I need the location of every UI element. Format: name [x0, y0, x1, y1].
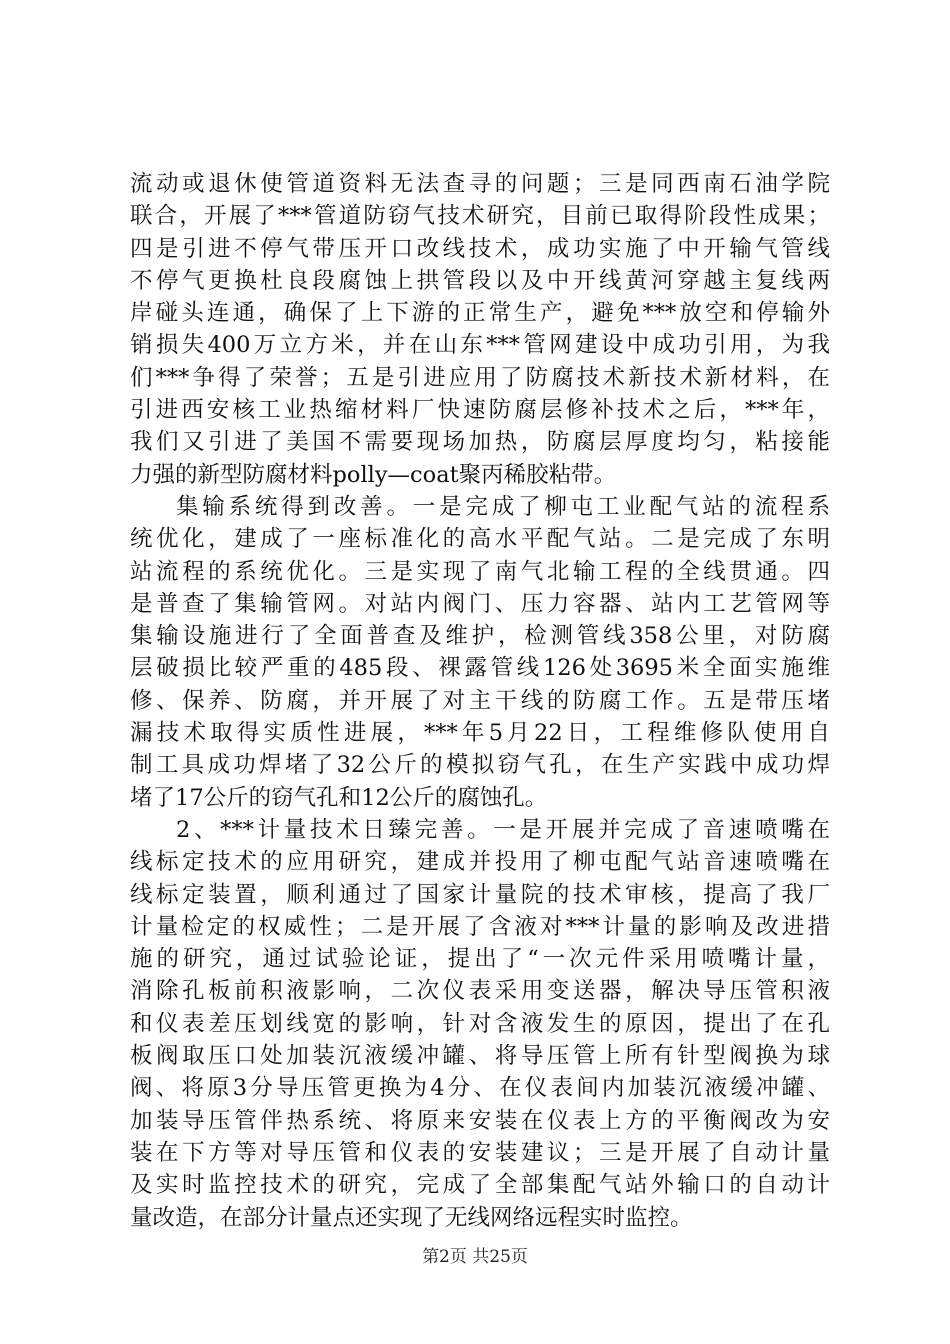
text-line: 施的研究，通过试验论证，提出了“一次元件采用喷嘴计量， — [130, 946, 830, 973]
document-body — [130, 168, 830, 1234]
text-line-last: 堵了17公斤的窃气孔和12公斤的腐蚀孔。 — [130, 784, 548, 811]
text-line-last: 量改造，在部分计量点还实现了无线网络远程实时监控。 — [130, 1204, 693, 1231]
text-line: 漏技术取得实质性进展，***年5月22日，工程维修队使用自 — [130, 720, 830, 747]
text-line: 统优化，建成了一座标准化的高水平配气站。二是完成了东明 — [130, 526, 830, 553]
text-line: 线标定装置，顺利通过了国家计量院的技术审核，提高了我厂 — [130, 881, 830, 908]
paragraph-first-line: 集输系统得到改善。一是完成了柳屯工业配气站的流程系 — [176, 493, 830, 520]
text-line: 层破损比较严重的485段、裸露管线126处3695米全面实施维 — [130, 655, 830, 682]
text-line: 及实时监控技术的研究，完成了全部集配气站外输口的自动计 — [130, 1172, 830, 1199]
text-line: 计量检定的权威性；二是开展了含液对***计量的影响及改进措 — [130, 913, 830, 940]
text-line: 线标定技术的应用研究，建成并投用了柳屯配气站音速喷嘴在 — [130, 849, 830, 876]
text-line: 集输设施进行了全面普查及维护，检测管线358公里，对防腐 — [130, 623, 830, 650]
text-line: 消除孔板前积液影响，二次仪表采用变送器，解决导压管积液 — [130, 978, 830, 1005]
text-line: 我们又引进了美国不需要现场加热，防腐层厚度均匀，粘接能 — [130, 429, 830, 456]
text-line: 流动或退休使管道资料无法查寻的问题；三是同西南石油学院 — [130, 171, 830, 197]
text-line: 是普查了集输管网。对站内阀门、压力容器、站内工艺管网等 — [130, 590, 830, 617]
text-line: 装在下方等对导压管和仪表的安装建议；三是开展了自动计量 — [130, 1139, 830, 1166]
text-line-last: 力强的新型防腐材料polly—coat聚丙稀胶粘带。 — [130, 461, 617, 488]
text-line: 加装导压管伴热系统、将原来安装在仪表上方的平衡阀改为安 — [130, 1107, 830, 1134]
text-line: 销损失400万立方米，并在山东***管网建设中成功引用，为我 — [130, 332, 830, 359]
text-line: 制工具成功焊堵了32公斤的模拟窃气孔，在生产实践中成功焊 — [130, 752, 830, 779]
text-line: 站流程的系统优化。三是实现了南气北输工程的全线贯通。四 — [130, 558, 830, 585]
text-line: 不停气更换杜良段腐蚀上拱管段以及中开线黄河穿越主复线两 — [130, 267, 830, 294]
text-line: 们***争得了荣誉；五是引进应用了防腐技术新技术新材料，在 — [130, 364, 830, 391]
text-line: 和仪表差压划线宽的影响，针对含液发生的原因，提出了在孔 — [130, 1010, 830, 1037]
text-line: 岸碰头连通，确保了上下游的正常生产，避免***放空和停输外 — [130, 300, 830, 327]
text-line: 板阀取压口处加装沉液缓冲罐、将导压管上所有针型阀换为球 — [130, 1043, 830, 1070]
text-line: 引进西安核工业热缩材料厂快速防腐层修补技术之后，***年， — [130, 397, 830, 424]
paragraph-first-line: 2、***计量技术日臻完善。一是开展并完成了音速喷嘴在 — [176, 816, 830, 843]
text-line: 联合，开展了***管道防窃气技术研究，目前已取得阶段性成果； — [130, 203, 830, 230]
text-line: 阀、将原3分导压管更换为4分、在仪表间内加装沉液缓冲罐、 — [130, 1075, 830, 1102]
text-line: 四是引进不停气带压开口改线技术，成功实施了中开输气管线 — [130, 235, 830, 262]
page-number-footer: 第2页 共25页 — [422, 1247, 528, 1267]
text-line: 修、保养、防腐，并开展了对主干线的防腐工作。五是带压堵 — [130, 687, 830, 714]
